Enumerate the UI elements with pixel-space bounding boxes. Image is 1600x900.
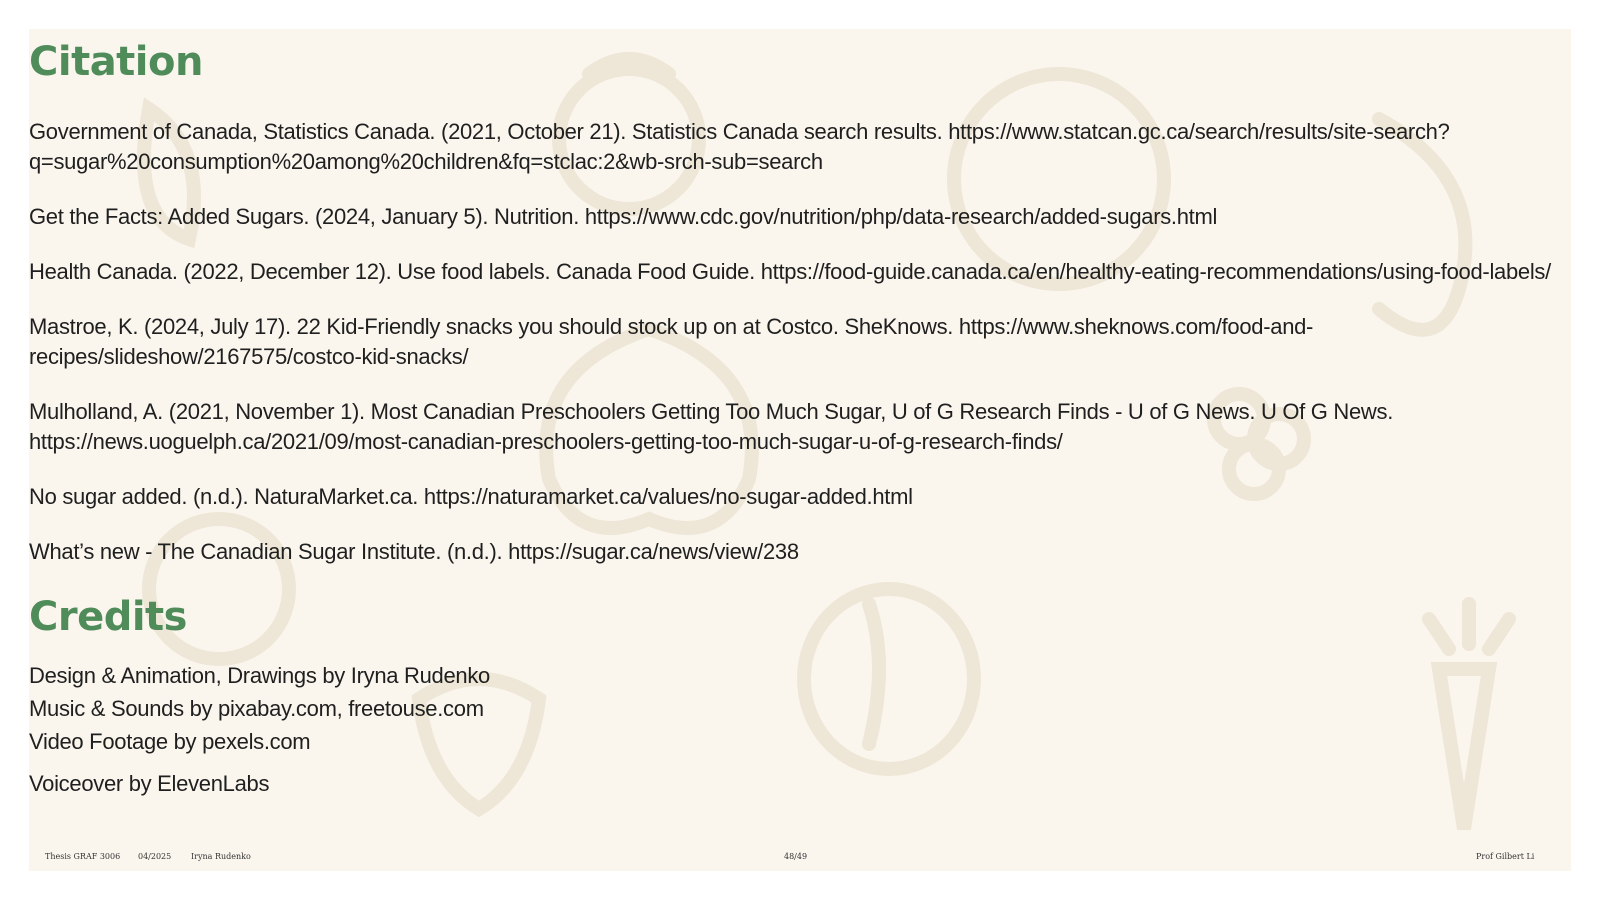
footer — [0, 852, 1600, 866]
credit-item: Design & Animation, Drawings by Iryna Rudenko — [29, 663, 490, 688]
citation-item: What’s new - The Canadian Sugar Institute. (n.d.). https://sugar.ca/news/view/238 — [29, 539, 799, 564]
credits-heading: Credits — [29, 594, 187, 640]
citation-item: Get the Facts: Added Sugars. (2024, January 5). Nutrition. https://www.cdc.gov/nutrition/php/data-research/added-sugars.html — [29, 204, 1218, 229]
footer-professor: Prof Gilbert Li — [1476, 852, 1535, 861]
content — [29, 29, 1571, 871]
credits-list — [29, 659, 490, 800]
slide — [29, 29, 1571, 871]
citation-item: Mulholland, A. (2021, November 1). Most Canadian Preschoolers Getting Too Much Sugar, U of G Research Finds - U of G News. U Of G News. https://news.uoguelph.ca/2021/09/most-canadian-preschoolers-getting-too-much-sugar-u-of-g-research-finds/ — [29, 399, 1394, 454]
footer-page-number: 48/49 — [784, 852, 808, 861]
citation-list — [29, 117, 1559, 592]
citation-item: Government of Canada, Statistics Canada. (2021, October 21). Statistics Canada search results. https://www.statcan.gc.ca/search/results/site-search?q=sugar%20consumption%20among%20children&fq=stclac:2&wb-srch-sub=search — [29, 119, 1450, 174]
footer-date: 04/2025 — [138, 852, 172, 861]
citation-item: Health Canada. (2022, December 12). Use food labels. Canada Food Guide. https://food-guide.canada.ca/en/healthy-eating-recommendations/using-food-labels/ — [29, 259, 1551, 284]
footer-course: Thesis GRAF 3006 — [45, 852, 121, 861]
credit-item: Video Footage by pexels.com — [29, 729, 311, 754]
credit-item: Voiceover by ElevenLabs — [29, 771, 270, 796]
citation-item: No sugar added. (n.d.). NaturaMarket.ca. https://naturamarket.ca/values/no-sugar-added.html — [29, 484, 913, 509]
footer-author: Iryna Rudenko — [191, 852, 251, 861]
citation-heading: Citation — [29, 39, 203, 85]
credit-item: Music & Sounds by pixabay.com, freetouse.com — [29, 696, 484, 721]
citation-item: Mastroe, K. (2024, July 17). 22 Kid-Friendly snacks you should stock up on at Costco. SheKnows. https://www.sheknows.com/food-and-recipes/slideshow/2167575/costco-kid-snacks/ — [29, 314, 1314, 369]
